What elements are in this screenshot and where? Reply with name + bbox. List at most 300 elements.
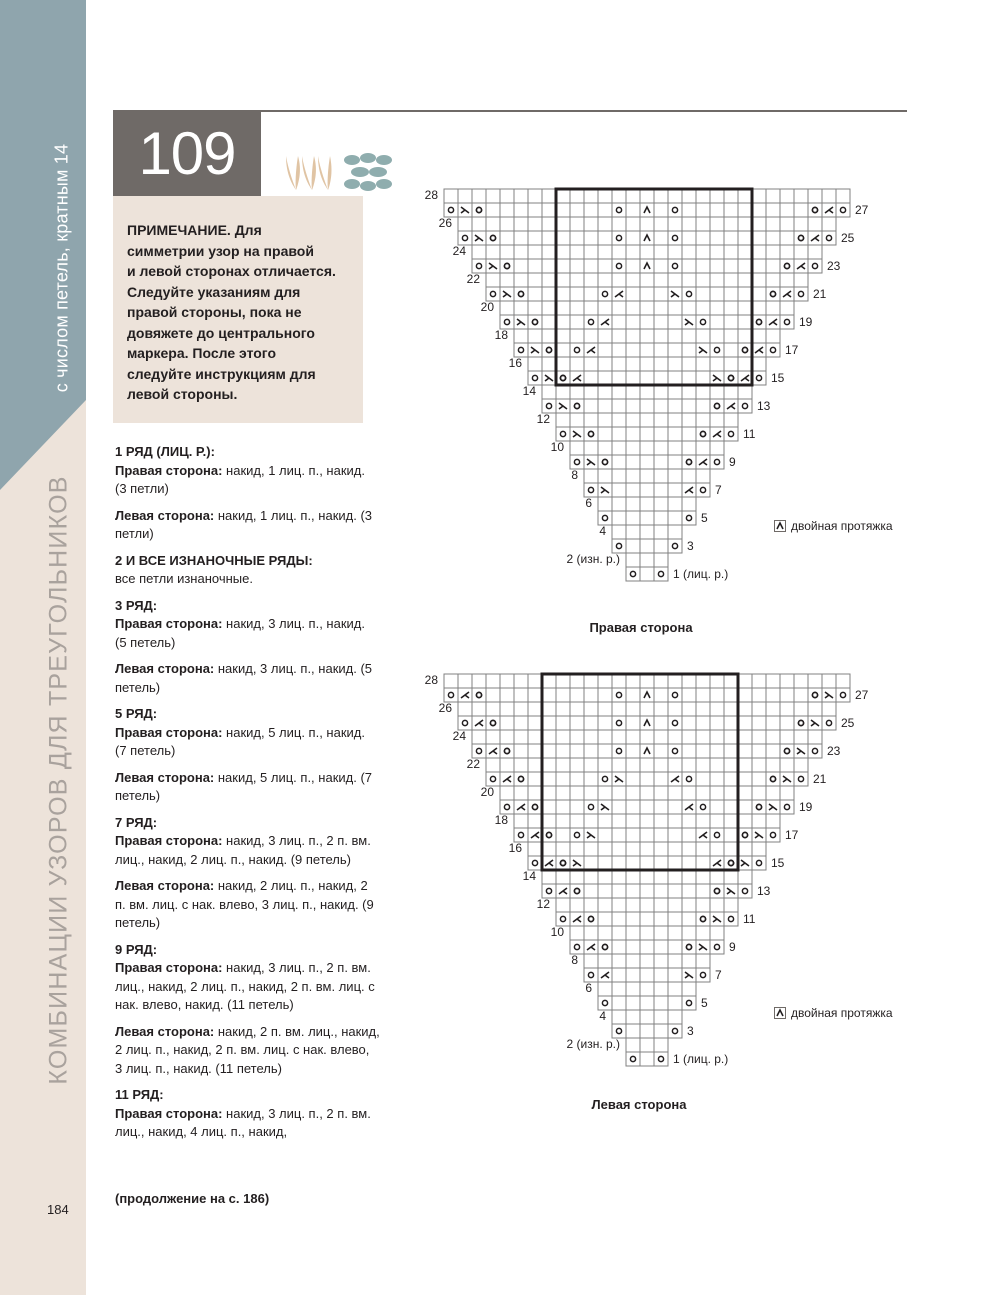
chart-cell — [794, 231, 808, 245]
chart-cell — [682, 814, 696, 828]
chart-cell — [570, 758, 584, 772]
chart-cell — [766, 744, 780, 758]
chart-cell — [556, 287, 570, 301]
chart-cell — [472, 203, 486, 217]
sidebar-tab — [0, 0, 86, 490]
chart-cell — [668, 688, 682, 702]
chart-cell — [542, 301, 556, 315]
chart-cell — [612, 371, 626, 385]
chart-cell — [556, 674, 570, 688]
chart-cell — [570, 814, 584, 828]
chart-cell — [654, 329, 668, 343]
chart-cell — [794, 189, 808, 203]
chart-cell — [640, 301, 654, 315]
chart-cell — [696, 758, 710, 772]
chart-cell — [612, 982, 626, 996]
chart-cell — [710, 217, 724, 231]
chart-cell — [682, 497, 696, 511]
chart-cell — [584, 399, 598, 413]
chart-cell — [640, 982, 654, 996]
chart-cell — [598, 926, 612, 940]
chart-cell — [752, 301, 766, 315]
chart-cell — [640, 427, 654, 441]
chart-cell — [626, 301, 640, 315]
chart-cell — [612, 539, 626, 553]
chart-cell — [696, 441, 710, 455]
chart-cell — [598, 511, 612, 525]
chart-cell — [598, 674, 612, 688]
chart-cell — [598, 716, 612, 730]
chart-cell — [682, 730, 696, 744]
chart-cell — [556, 786, 570, 800]
chart-cell — [724, 413, 738, 427]
row-label-left: 24 — [452, 244, 466, 258]
chart-cell — [584, 926, 598, 940]
chart-cell — [570, 287, 584, 301]
chart-cell — [584, 441, 598, 455]
chart-cell — [696, 912, 710, 926]
chart-cell — [654, 245, 668, 259]
chart-cell — [598, 912, 612, 926]
chart-cell — [556, 898, 570, 912]
chart-cell — [752, 231, 766, 245]
chart-cell — [668, 539, 682, 553]
chart-cell — [542, 189, 556, 203]
chart-cell — [696, 413, 710, 427]
chart-cell — [738, 730, 752, 744]
chart-cell — [682, 343, 696, 357]
chart-cell — [542, 329, 556, 343]
chart-cell — [556, 273, 570, 287]
chart-cell — [738, 884, 752, 898]
chart-cell — [752, 772, 766, 786]
chart-cell — [556, 413, 570, 427]
chart-cell — [528, 758, 542, 772]
chart-cell — [710, 800, 724, 814]
chart-cell — [458, 189, 472, 203]
chart-cell — [752, 357, 766, 371]
chart-cell — [612, 399, 626, 413]
chart-cell — [556, 870, 570, 884]
chart-cell — [710, 441, 724, 455]
chart-cell — [640, 287, 654, 301]
chart-cell — [584, 954, 598, 968]
chart-cell — [584, 842, 598, 856]
chart-cell — [682, 329, 696, 343]
chart-cell — [668, 469, 682, 483]
chart-cell — [752, 329, 766, 343]
chart-cell — [766, 772, 780, 786]
chart-cell — [752, 716, 766, 730]
chart-cell — [682, 273, 696, 287]
chart-cell — [710, 940, 724, 954]
double-decrease-icon — [774, 1007, 786, 1019]
chart-cell — [584, 968, 598, 982]
chart-cell — [682, 898, 696, 912]
chart-cell — [668, 912, 682, 926]
chart-cell — [696, 772, 710, 786]
chart-cell — [668, 716, 682, 730]
chart-cell — [626, 525, 640, 539]
chart-cell — [682, 455, 696, 469]
chart-cell — [598, 357, 612, 371]
chart-cell — [724, 357, 738, 371]
chart-cell — [696, 427, 710, 441]
chart-cell — [640, 385, 654, 399]
chart-cell — [654, 940, 668, 954]
row-label-right: 21 — [813, 772, 827, 786]
chart-cell — [710, 259, 724, 273]
chart-cell — [738, 842, 752, 856]
garter-bumps-icon — [344, 152, 392, 192]
chart-cell — [486, 217, 500, 231]
chart-cell — [738, 674, 752, 688]
chart-cell — [668, 786, 682, 800]
chart-cell — [640, 469, 654, 483]
chart-cell — [570, 870, 584, 884]
chart-cell — [724, 315, 738, 329]
chart-cell — [822, 217, 836, 231]
chart-cell — [640, 730, 654, 744]
chart-cell — [528, 189, 542, 203]
chart-cell — [556, 189, 570, 203]
chart-cell — [612, 301, 626, 315]
row-heading: 5 РЯД: — [115, 706, 158, 721]
chart-cell — [584, 912, 598, 926]
row-label-left: 22 — [466, 757, 480, 771]
chart-cell — [542, 217, 556, 231]
chart-cell — [654, 688, 668, 702]
chart-cell — [612, 758, 626, 772]
chart-cell — [458, 674, 472, 688]
chart-cell — [780, 273, 794, 287]
chart-cell — [654, 469, 668, 483]
chart-cell — [598, 730, 612, 744]
chart-cell — [696, 273, 710, 287]
chart-cell — [542, 828, 556, 842]
chart-cell — [724, 702, 738, 716]
chart-cell — [836, 688, 850, 702]
chart-cell — [612, 744, 626, 758]
chart-cell — [724, 674, 738, 688]
chart-cell — [570, 413, 584, 427]
chart-cell — [738, 828, 752, 842]
chart-cell — [780, 674, 794, 688]
chart-cell — [626, 1024, 640, 1038]
chart-cell — [444, 203, 458, 217]
chart-cell — [584, 413, 598, 427]
chart-cell — [654, 870, 668, 884]
chart-cell — [668, 674, 682, 688]
chart-cell — [598, 786, 612, 800]
chart-cell — [626, 954, 640, 968]
chart-cell — [766, 189, 780, 203]
chart-cell — [654, 511, 668, 525]
chart-cell — [584, 730, 598, 744]
chart-cell — [780, 744, 794, 758]
chart-cell — [654, 982, 668, 996]
legend-label: двойная протяжка — [791, 1006, 893, 1020]
chart-cell — [696, 926, 710, 940]
chart-cell — [612, 217, 626, 231]
chart-cell — [612, 730, 626, 744]
chart-cell — [794, 217, 808, 231]
chart-cell — [514, 287, 528, 301]
chart-cell — [584, 189, 598, 203]
chart-cell — [696, 203, 710, 217]
chart-cell — [668, 730, 682, 744]
chart-cell — [570, 940, 584, 954]
chart-cell — [640, 203, 654, 217]
chart-cell — [738, 343, 752, 357]
chart-cell — [612, 525, 626, 539]
chart-cell — [486, 674, 500, 688]
instruction-line: Правая сторона: накид, 1 лиц. п., накид. (3 петли) — [115, 462, 365, 496]
chart-cell — [612, 427, 626, 441]
chart-cell — [710, 189, 724, 203]
chart-cell — [808, 730, 822, 744]
chart-cell — [570, 716, 584, 730]
chart-cell — [710, 455, 724, 469]
chart-cell — [612, 926, 626, 940]
chart-cell — [724, 203, 738, 217]
chart-cell — [542, 772, 556, 786]
chart-cell — [710, 245, 724, 259]
chart-cell — [682, 259, 696, 273]
chart-cell — [444, 688, 458, 702]
row-label-right: 21 — [813, 287, 827, 301]
chart-cell — [598, 898, 612, 912]
chart-cell — [654, 898, 668, 912]
chart-cell — [486, 730, 500, 744]
chart-cell — [710, 301, 724, 315]
chart-cell — [640, 1010, 654, 1024]
chart-cell — [724, 371, 738, 385]
chart-cell — [584, 856, 598, 870]
chart-cell — [654, 996, 668, 1010]
chart-cell — [696, 217, 710, 231]
chart-cell — [542, 203, 556, 217]
chart-cell — [724, 800, 738, 814]
chart-cell — [640, 455, 654, 469]
chart-cell — [500, 744, 514, 758]
chart-cell — [766, 702, 780, 716]
chart-cell — [710, 772, 724, 786]
chart-cell — [514, 716, 528, 730]
chart-cell — [640, 786, 654, 800]
row-label-left: 2 (изн. р.) — [566, 552, 620, 566]
chart-cell — [556, 343, 570, 357]
chart-cell — [640, 357, 654, 371]
chart-cell — [668, 245, 682, 259]
chart-cell — [486, 231, 500, 245]
chart-cell — [570, 800, 584, 814]
chart-cell — [696, 730, 710, 744]
chart-cell — [514, 273, 528, 287]
chart-cell — [570, 301, 584, 315]
chart-cell — [640, 772, 654, 786]
chart-cell — [556, 842, 570, 856]
chart-cell — [696, 315, 710, 329]
chart-cell — [584, 427, 598, 441]
chart-cell — [514, 245, 528, 259]
row-label-left: 8 — [571, 953, 578, 967]
chart-cell — [696, 786, 710, 800]
chart-cell — [710, 716, 724, 730]
chart-cell — [654, 1010, 668, 1024]
chart-cell — [836, 203, 850, 217]
chart-cell — [528, 702, 542, 716]
chart-cell — [724, 287, 738, 301]
chart-cell — [472, 245, 486, 259]
row-label-left: 12 — [536, 412, 550, 426]
chart-cell — [654, 553, 668, 567]
chart-cell — [472, 688, 486, 702]
chart-cell — [626, 730, 640, 744]
chart-cell — [668, 203, 682, 217]
chart-cell — [626, 315, 640, 329]
row-label-right: 13 — [757, 399, 771, 413]
chart-cell — [710, 758, 724, 772]
chart-cell — [640, 553, 654, 567]
chart-cell — [528, 744, 542, 758]
row-label-right: 3 — [687, 539, 694, 553]
chart-cell — [584, 315, 598, 329]
chart-cell — [766, 203, 780, 217]
chart-cell — [486, 273, 500, 287]
chart-cell — [528, 315, 542, 329]
chart-cell — [724, 828, 738, 842]
chart-cell — [654, 1038, 668, 1052]
chart-cell — [472, 702, 486, 716]
chart-cell — [724, 329, 738, 343]
chart-cell — [640, 413, 654, 427]
chart-cell — [654, 343, 668, 357]
chart-cell — [626, 786, 640, 800]
chart-cell — [640, 856, 654, 870]
chart-cell — [612, 940, 626, 954]
chart-cell — [682, 884, 696, 898]
chart-cell — [710, 329, 724, 343]
chart-cell — [514, 814, 528, 828]
chart-cell — [598, 259, 612, 273]
chart-cell — [794, 287, 808, 301]
chart-cell — [738, 716, 752, 730]
chart-cell — [682, 940, 696, 954]
chart-cell — [738, 786, 752, 800]
chart-cell — [696, 483, 710, 497]
chart-cell — [654, 287, 668, 301]
row-label-right: 23 — [827, 259, 841, 273]
chart-cell — [752, 674, 766, 688]
chart-cell — [612, 996, 626, 1010]
chart-cell — [612, 674, 626, 688]
chart-cell — [584, 357, 598, 371]
chart-cell — [500, 800, 514, 814]
chart-cell — [570, 245, 584, 259]
chart-cell — [486, 702, 500, 716]
row-label-right: 27 — [855, 203, 869, 217]
chart-cell — [612, 483, 626, 497]
chart-cell — [654, 912, 668, 926]
chart-cell — [570, 842, 584, 856]
chart-cell — [654, 828, 668, 842]
chart-cell — [766, 786, 780, 800]
chart-cell — [640, 828, 654, 842]
chart-cell — [654, 567, 668, 581]
chart-cell — [724, 343, 738, 357]
chart-cell — [612, 413, 626, 427]
chart-cell — [556, 259, 570, 273]
chart-cell — [696, 245, 710, 259]
chart-cell — [556, 814, 570, 828]
chart-cell — [556, 772, 570, 786]
chart-cell — [514, 343, 528, 357]
chart-cell — [682, 744, 696, 758]
chart-cell — [710, 231, 724, 245]
chart-cell — [654, 1024, 668, 1038]
chart-cell — [696, 870, 710, 884]
row-heading: 3 РЯД: — [115, 597, 158, 613]
chart-cell — [556, 245, 570, 259]
chart-cell — [528, 800, 542, 814]
chart-cell — [682, 996, 696, 1010]
chart-cell — [654, 427, 668, 441]
chart-cell — [682, 231, 696, 245]
chart-cell — [570, 772, 584, 786]
chart-cell — [626, 203, 640, 217]
chart-cell — [668, 329, 682, 343]
chart-cell — [500, 315, 514, 329]
chart-cell — [626, 357, 640, 371]
chart-cell — [640, 758, 654, 772]
chart-cell — [542, 287, 556, 301]
chart-cell — [752, 259, 766, 273]
chart-cell — [752, 758, 766, 772]
chart-cell — [752, 189, 766, 203]
chart-cell — [654, 525, 668, 539]
chart-cell — [612, 455, 626, 469]
row-label-left: 4 — [599, 524, 606, 538]
chart-cell — [500, 730, 514, 744]
chart-cell — [682, 674, 696, 688]
chart-cell — [654, 497, 668, 511]
chart-cell — [654, 259, 668, 273]
instruction-line: Правая сторона: накид, 3 лиц. п., накид. (5 петель) — [115, 616, 365, 650]
chart-cell — [640, 189, 654, 203]
chart-cell — [654, 315, 668, 329]
chart-cell — [472, 259, 486, 273]
chart-cell — [668, 259, 682, 273]
chart-cell — [570, 674, 584, 688]
chart-cell — [696, 856, 710, 870]
chart-right-side — [410, 185, 930, 605]
chart-cell — [598, 441, 612, 455]
chart-cell — [612, 800, 626, 814]
pattern-number: 109 — [113, 112, 261, 196]
chart-cell — [626, 231, 640, 245]
chart-cell — [612, 786, 626, 800]
chart-cell — [458, 716, 472, 730]
chart-cell — [640, 968, 654, 982]
chart-cell — [794, 730, 808, 744]
row-label-right: 5 — [701, 511, 708, 525]
row-label-left: 14 — [522, 869, 536, 883]
chart-cell — [612, 968, 626, 982]
chart-cell — [556, 217, 570, 231]
instruction-line: Правая сторона: накид, 3 лиц. п., 2 п. вм. лиц., накид, 4 лиц. п., накид, — [115, 1105, 371, 1139]
chart-cell — [668, 483, 682, 497]
